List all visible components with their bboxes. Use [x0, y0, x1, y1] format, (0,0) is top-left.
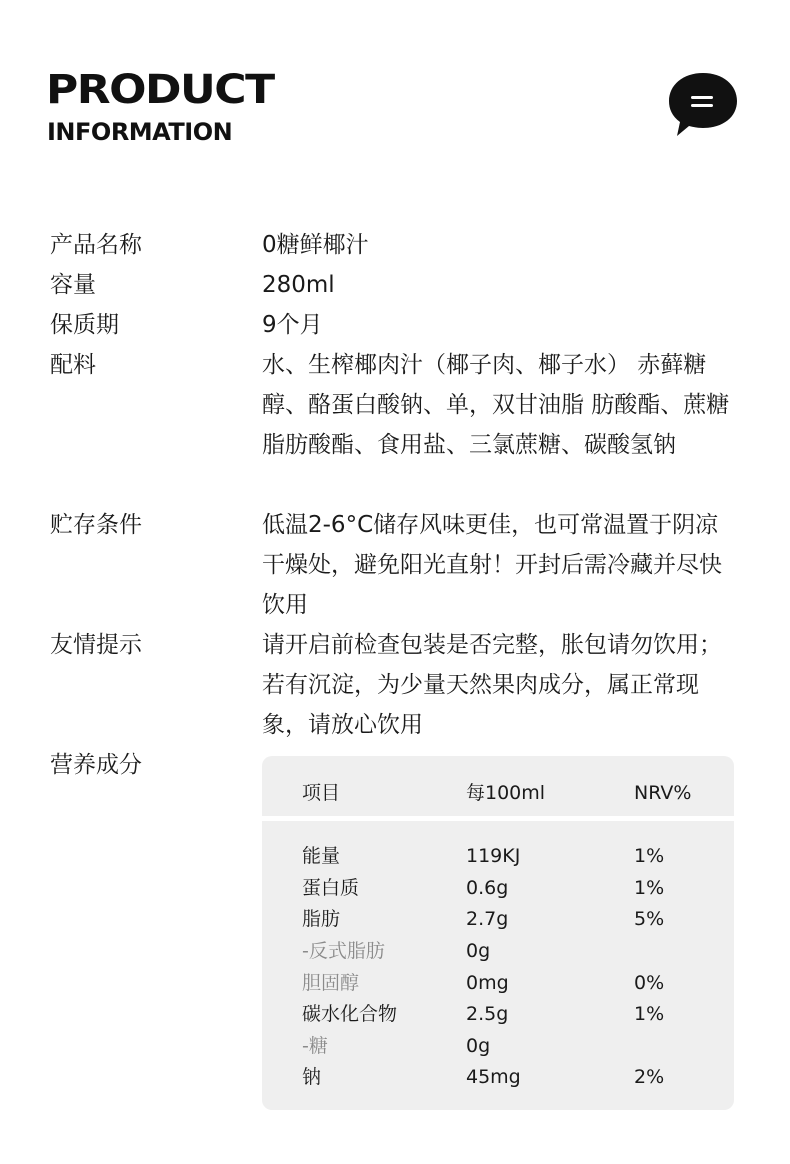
label-nutrition: 营养成分: [50, 752, 142, 778]
row-per100ml: 0g: [466, 1035, 491, 1057]
row-per100ml: 0g: [466, 940, 491, 962]
header-nrv: NRV%: [634, 782, 692, 804]
label-storage: 贮存条件: [50, 512, 142, 538]
row-item: 脂肪: [302, 908, 341, 930]
label-volume: 容量: [50, 272, 96, 298]
row-per100ml: 2.5g: [466, 1003, 509, 1025]
title-product: PRODUCT: [46, 66, 274, 113]
header-per100ml: 每100ml: [466, 782, 546, 804]
label-ingredients: 配料: [50, 352, 96, 378]
row-item: 钠: [302, 1066, 322, 1088]
header-divider: [262, 816, 734, 821]
value-storage: 低温2-6°C储存风味更佳，也可常温置于阴凉干燥处，避免阳光直射！开封后需冷藏并尽快饮用: [262, 512, 722, 618]
nutrition-table: [262, 756, 734, 1110]
row-item: 蛋白质: [302, 877, 360, 899]
row-nrv: 2%: [634, 1066, 665, 1088]
nutrition-table-header: [262, 756, 734, 816]
row-item: -反式脂肪: [302, 940, 385, 962]
speech-bubble-icon: [665, 70, 741, 138]
row-nrv: 1%: [634, 877, 665, 899]
value-shelf-life: 9个月: [262, 312, 323, 338]
value-ingredients: 水、生榨椰肉汁（椰子肉、椰子水） 赤藓糖醇、酪蛋白酸钠、单，双甘油脂 肪酸酯、蔗糖脂肪酸酯、食用盐、三氯蔗糖、碳酸氢钠: [262, 352, 730, 458]
row-per100ml: 2.7g: [466, 908, 509, 930]
row-nrv: 0%: [634, 972, 665, 994]
value-tips: 请开启前检查包装是否完整，胀包请勿饮用；若有沉淀，为少量天然果肉成分，属正常现象，请放心饮用: [262, 632, 722, 738]
row-item: 能量: [302, 845, 341, 867]
label-tips: 友情提示: [50, 632, 142, 658]
row-item: 胆固醇: [302, 972, 360, 994]
value-volume: 280ml: [262, 272, 335, 298]
row-nrv: 1%: [634, 1003, 665, 1025]
label-shelf-life: 保质期: [50, 312, 119, 338]
title-information: INFORMATION: [47, 118, 233, 146]
row-nrv: 1%: [634, 845, 665, 867]
row-item: 碳水化合物: [302, 1003, 398, 1025]
row-per100ml: 45mg: [466, 1066, 521, 1088]
value-name: 0糖鲜椰汁: [262, 232, 369, 258]
row-item: -糖: [302, 1035, 328, 1057]
row-per100ml: 0mg: [466, 972, 509, 994]
row-per100ml: 119KJ: [466, 845, 521, 867]
label-name: 产品名称: [50, 232, 142, 258]
row-nrv: 5%: [634, 908, 665, 930]
header-item: 项目: [302, 782, 341, 804]
row-per100ml: 0.6g: [466, 877, 509, 899]
